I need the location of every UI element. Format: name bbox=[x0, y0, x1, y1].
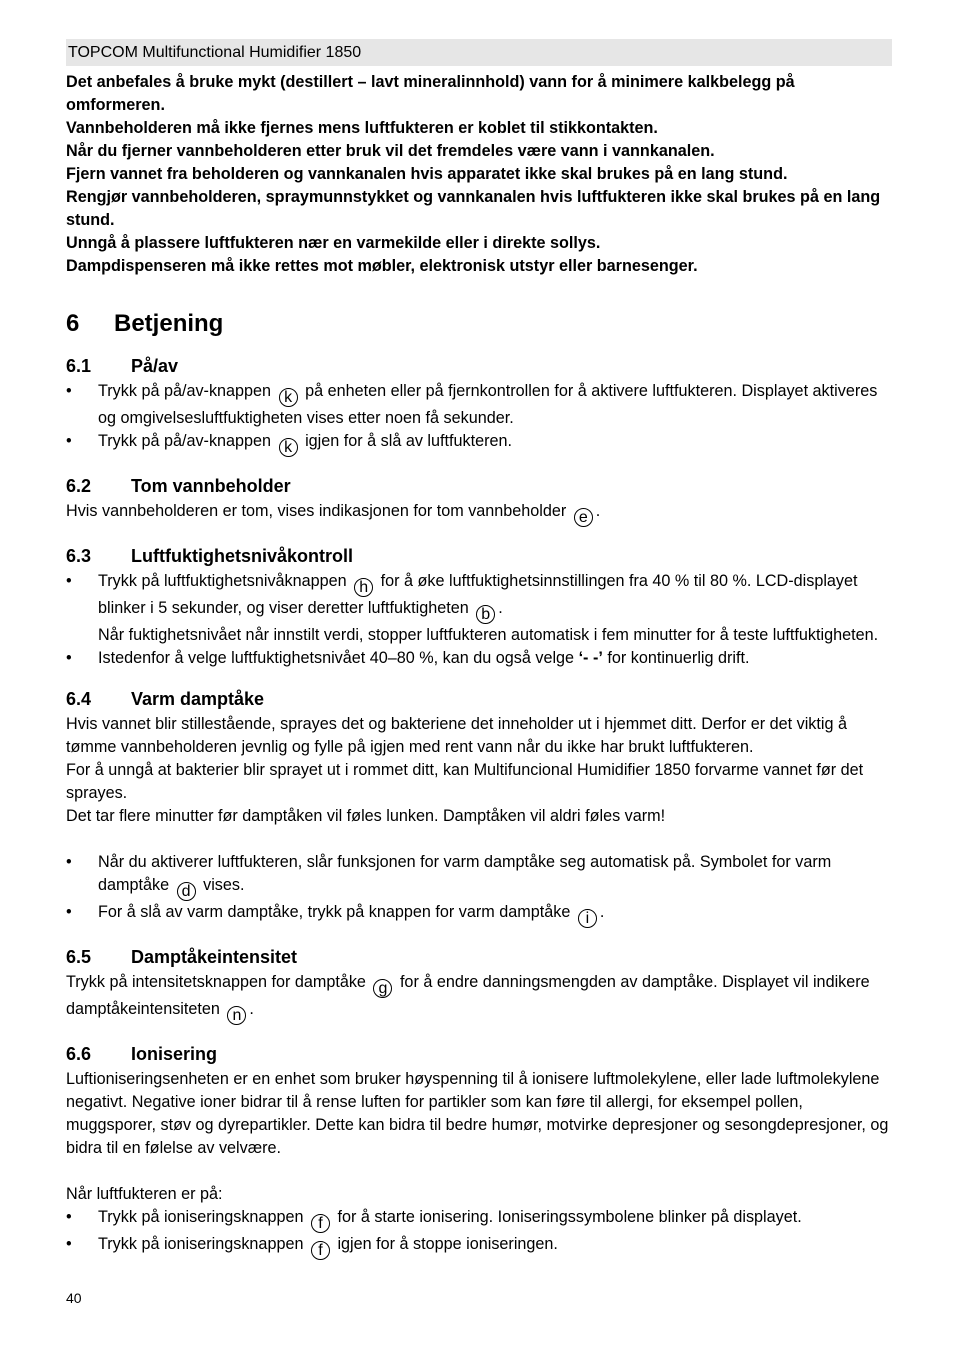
humidity-display-key-icon: b bbox=[476, 605, 495, 624]
list-item bbox=[66, 647, 892, 670]
section-heading-6-3 bbox=[66, 544, 892, 568]
warning-block bbox=[66, 71, 892, 278]
section-number: 6.5 bbox=[66, 947, 92, 967]
list-item bbox=[66, 1233, 892, 1260]
paragraph bbox=[66, 500, 892, 527]
text: for kontinuerlig drift. bbox=[607, 649, 750, 667]
text: Hvis vannbeholderen er tom, vises indikasjonen for tom vannbeholder bbox=[66, 502, 567, 520]
page-number: 40 bbox=[66, 1290, 82, 1306]
section-heading-6-1 bbox=[66, 354, 892, 378]
warning-line: Rengjør vannbeholderen, spraymunnstykket og vannkanalen hvis luftfukteren ikke skal brukes på en lang stund. bbox=[66, 188, 881, 229]
section-heading-6-2 bbox=[66, 474, 892, 498]
text: for å starte ionisering. Ioniseringssymbolene blinker på displayet. bbox=[337, 1208, 802, 1226]
list-item bbox=[66, 380, 892, 430]
text: Trykk på på/av-knappen bbox=[98, 432, 272, 450]
mist-intensity-button-key-icon: g bbox=[373, 979, 392, 998]
text: Når du aktiverer luftfukteren, slår funksjonen for varm damptåke seg automatisk på. Symbolet for varm damptåke bbox=[98, 853, 832, 894]
section-title: Varm damptåke bbox=[131, 689, 265, 709]
section-heading-6-6 bbox=[66, 1042, 892, 1066]
section-heading-6-5 bbox=[66, 945, 892, 969]
section-number: 6.1 bbox=[66, 356, 92, 376]
spacer bbox=[66, 828, 892, 851]
section-title: Luftfuktighetsnivåkontroll bbox=[131, 546, 353, 566]
text: Når fuktighetsnivået når innstilt verdi, stopper luftfukteren automatisk i fem minutter for å teste luftfuktigheten. bbox=[98, 626, 879, 644]
list-item bbox=[66, 901, 892, 928]
paragraph: Når luftfukteren er på: bbox=[66, 1185, 223, 1203]
page-header bbox=[66, 39, 892, 66]
text: . bbox=[498, 599, 503, 617]
text: igjen for å stoppe ioniseringen. bbox=[337, 1235, 558, 1253]
section-number: 6.3 bbox=[66, 546, 92, 566]
text: på enheten eller på fjernkontrollen for å aktivere luftfukteren. Displayet aktiveres og omgivelsesluftfuktigheten vises etter noen få sekunder. bbox=[98, 382, 878, 427]
paragraph: Luftioniseringsenheten er en enhet som bruker høyspenning til å ionisere luftmolekylene, eller lade luftmolekylene negativt. Negative ioner bidrar til å rense luften for partikler som kan føre til allergi, for eksempel pollen, muggsporer, støv og dyrepartikler. Dette kan bidra til bedre humør, motvirke depresjoner og sesongdepresjoner, og bidra til en følelse av velvære. bbox=[66, 1070, 889, 1157]
warm-mist-button-key-icon: i bbox=[578, 909, 597, 928]
warning-line: Fjern vannet fra beholderen og vannkanalen hvis apparatet ikke skal brukes på en lang stund. bbox=[66, 165, 788, 183]
humidity-button-key-icon: h bbox=[354, 578, 373, 597]
spacer bbox=[66, 1160, 892, 1183]
power-button-key-icon: k bbox=[279, 388, 298, 407]
text: . bbox=[249, 1000, 254, 1018]
section-number: 6.2 bbox=[66, 476, 92, 496]
section-title: På/av bbox=[131, 356, 179, 376]
header-title: TOPCOM Multifunctional Humidifier 1850 bbox=[68, 44, 362, 61]
text: Istedenfor å velge luftfuktighetsnivået 40–80 %, kan du også velge bbox=[98, 649, 575, 667]
ionizer-button-key-icon: f bbox=[311, 1214, 330, 1233]
section-number: 6.6 bbox=[66, 1044, 92, 1064]
section-title: Tom vannbeholder bbox=[131, 476, 291, 496]
bullet-list bbox=[66, 380, 892, 457]
paragraph: Det tar flere minutter før damptåken vil føles lunken. Damptåken vil aldri føles varm! bbox=[66, 807, 666, 825]
paragraph bbox=[66, 971, 892, 1025]
mist-intensity-indicator-key-icon: n bbox=[227, 1006, 246, 1025]
text: Trykk på ioniseringsknappen bbox=[98, 1208, 304, 1226]
paragraph: Hvis vannet blir stillestående, sprayes det og bakteriene det inneholder ut i hjemmet ditt. Derfor er det viktig å tømme vannbeholderen jevnlig og fylle på igjen med rent vann når du ikke har brukt luftfukteren. bbox=[66, 715, 847, 756]
bullet-list bbox=[66, 851, 892, 928]
text: Trykk på ioniseringsknappen bbox=[98, 1235, 304, 1253]
empty-tank-indicator-key-icon: e bbox=[574, 508, 593, 527]
text: for å øke luftfuktighetsinnstillingen fra 40 % til 80 %. LCD-displayet blinker i 5 sekunder, og viser deretter luftfuktigheten bbox=[98, 572, 858, 617]
chapter-number: 6 bbox=[66, 310, 80, 337]
text: Trykk på intensitetsknappen for damptåke bbox=[66, 973, 366, 991]
power-button-key-icon: k bbox=[279, 438, 298, 457]
ionizer-button-key-icon: f bbox=[311, 1241, 330, 1260]
list-item bbox=[66, 851, 892, 901]
section-title: Damptåkeintensitet bbox=[131, 947, 298, 967]
list-item bbox=[66, 1206, 892, 1233]
list-item bbox=[66, 430, 892, 457]
warm-mist-indicator-key-icon: d bbox=[177, 882, 196, 901]
text: . bbox=[599, 903, 605, 921]
text: igjen for å slå av luftfukteren. bbox=[305, 432, 513, 450]
warning-line: Dampdispenseren må ikke rettes mot møbler, elektronisk utstyr eller barnesenger. bbox=[66, 257, 698, 275]
section-heading-6-4 bbox=[66, 687, 892, 711]
warning-line: Når du fjerner vannbeholderen etter bruk vil det fremdeles være vann i vannkanalen. bbox=[66, 142, 715, 160]
paragraph: For å unngå at bakterier blir sprayet ut i rommet ditt, kan Multifuncional Humidifier 1850 forvarme vannet før det sprayes. bbox=[66, 761, 864, 802]
warning-line: Vannbeholderen må ikke fjernes mens luftfukteren er koblet til stikkontakten. bbox=[66, 119, 658, 137]
warning-line: Det anbefales å bruke mykt (destillert – lavt mineralinnhold) vann for å minimere kalkbelegg på omformeren. bbox=[66, 73, 795, 114]
list-item bbox=[66, 570, 892, 647]
bold-text: ‘- -’ bbox=[578, 649, 603, 667]
section-title: Ionisering bbox=[131, 1044, 218, 1064]
warning-line: Unngå å plassere luftfukteren nær en varmekilde eller i direkte sollys. bbox=[66, 234, 601, 252]
text: vises. bbox=[203, 876, 245, 894]
chapter-title: Betjening bbox=[114, 310, 224, 337]
text: Trykk på på/av-knappen bbox=[98, 382, 272, 400]
page-content bbox=[66, 71, 892, 1260]
text: Trykk på luftfuktighetsnivåknappen bbox=[98, 572, 347, 590]
text: For å slå av varm damptåke, trykk på knappen for varm damptåke bbox=[98, 903, 571, 921]
text: for å endre danningsmengden av damptåke. Displayet vil indikere damptåkeintensiteten bbox=[66, 973, 870, 1018]
section-number: 6.4 bbox=[66, 689, 92, 709]
bullet-list bbox=[66, 570, 892, 670]
chapter-heading bbox=[66, 309, 892, 339]
text: . bbox=[595, 502, 601, 520]
bullet-list bbox=[66, 1206, 892, 1260]
